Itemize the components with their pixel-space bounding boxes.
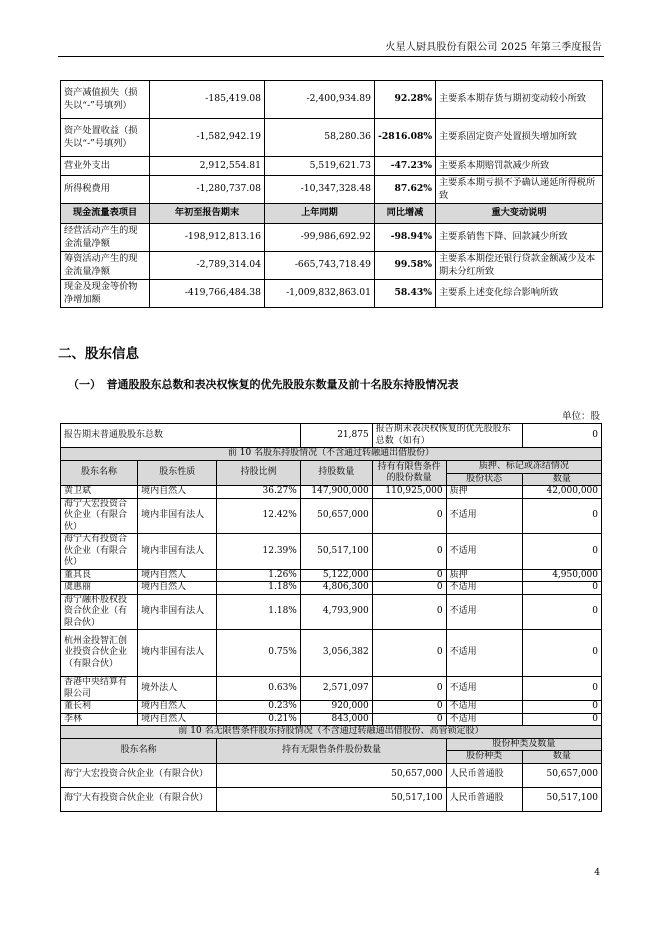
change-percent: -98.94%: [375, 224, 436, 252]
shareholder-nature: 境内非国有法人: [138, 630, 217, 677]
shareholder-row: [61, 486, 602, 499]
holding-ratio: 12.42%: [217, 498, 300, 534]
change-reason: 主要系本期赔罚款减少所致: [436, 157, 603, 176]
shares-held: 920,000: [300, 701, 372, 714]
shareholder-nature: 境外法人: [138, 677, 217, 701]
shares-held: 5,122,000: [300, 569, 372, 582]
change-reason: 主要系本期亏损不予确认递延所得税所致: [436, 176, 603, 204]
previous-value: -2,400,934.89: [265, 81, 375, 119]
pledge-status: 质押: [446, 569, 522, 582]
pledge-status: 不适用: [446, 677, 522, 701]
profit-item-row: [61, 119, 603, 157]
restricted-shares: 0: [372, 701, 446, 714]
change-percent: 92.28%: [375, 81, 436, 119]
pledge-quantity: 4,950,000: [522, 569, 601, 582]
shareholder-name: 杭州金投智汇创业投资合伙企业（有限合伙）: [61, 630, 138, 677]
unrestricted-row: [61, 763, 602, 787]
unrestricted-quantity: 50,657,000: [217, 763, 446, 787]
unrestricted-header-row: [61, 738, 602, 751]
holding-ratio: 1.26%: [217, 569, 300, 582]
restricted-shares: 0: [372, 630, 446, 677]
shareholder-name: 海宁大有投资合伙企业（有限合伙）: [61, 787, 217, 811]
top10-header-row: [61, 461, 602, 474]
pledge-quantity: 0: [522, 701, 601, 714]
unrestricted-header-qty: 持有无限售条件股份数量: [217, 738, 446, 763]
shares-held: 147,900,000: [300, 486, 372, 499]
shares-held: 3,056,382: [300, 630, 372, 677]
shareholder-nature: 境内非国有法人: [138, 534, 217, 570]
shareholder-name: 虞惠丽: [61, 582, 138, 595]
financial-change-table: [60, 80, 603, 308]
item-name: 所得税费用: [61, 176, 150, 204]
cashflow-header-previous: 上年同期: [265, 204, 375, 224]
pledge-status: 不适用: [446, 713, 522, 726]
current-value: -419,766,484.38: [150, 280, 265, 308]
pledge-quantity: 42,000,000: [522, 486, 601, 499]
shares-held: 4,793,900: [300, 594, 372, 630]
restricted-shares: 0: [372, 534, 446, 570]
shareholder-name: 海宁大宏投资合伙企业（有限合伙）: [61, 763, 217, 787]
summary-label-preferred: 报告期末表决权恢复的优先股股东总数（如有）: [372, 424, 522, 448]
holding-ratio: 0.23%: [217, 701, 300, 714]
cashflow-header-current: 年初至报告期末: [150, 204, 265, 224]
pledge-status: 不适用: [446, 630, 522, 677]
unit-label: 单位：股: [561, 411, 600, 422]
shareholder-nature: 境内自然人: [138, 486, 217, 499]
pledge-quantity: 0: [522, 534, 601, 570]
summary-value-preferred: 0: [522, 424, 601, 448]
previous-value: -1,009,832,863.01: [265, 280, 375, 308]
unrestricted-header-count: 数量: [522, 751, 601, 764]
change-percent: -2816.08%: [375, 119, 436, 157]
item-name: 经营活动产生的现金流量净额: [61, 224, 150, 252]
change-reason: 主要系本期偿还银行贷款金额减少及本期未分红所致: [436, 252, 603, 280]
change-percent: 99.58%: [375, 252, 436, 280]
top10-title: 前 10 名股东持股情况（不含通过转融通出借股份）: [61, 448, 602, 461]
unrestricted-quantity: 50,517,100: [217, 787, 446, 811]
restricted-shares: 0: [372, 594, 446, 630]
shares-held: 843,000: [300, 713, 372, 726]
previous-value: -10,347,328.48: [265, 176, 375, 204]
share-type: 人民币普通股: [446, 763, 522, 787]
previous-value: 5,519,621.73: [265, 157, 375, 176]
item-name: 资产减值损失（损失以“-”号填列）: [61, 81, 150, 119]
top10-title-row: [61, 448, 602, 461]
cashflow-item-row: [61, 224, 603, 252]
shareholder-name: 董其良: [61, 569, 138, 582]
top10-header-status: 股份状态: [446, 473, 522, 486]
restricted-shares: 0: [372, 677, 446, 701]
shareholder-nature: 境内自然人: [138, 569, 217, 582]
item-name: 营业外支出: [61, 157, 150, 176]
item-name: 筹资活动产生的现金流量净额: [61, 252, 150, 280]
holding-ratio: 0.63%: [217, 677, 300, 701]
top10-header-name: 股东名称: [61, 461, 138, 486]
share-count: 50,657,000: [522, 763, 601, 787]
summary-label-common: 报告期末普通股股东总数: [61, 424, 301, 448]
pledge-quantity: 0: [522, 594, 601, 630]
top10-header-ratio: 持股比例: [217, 461, 300, 486]
section-title: 二、股东信息: [58, 346, 139, 362]
profit-item-row: [61, 176, 603, 204]
shareholder-name: 海宁大有投资合伙企业（有限合伙）: [61, 534, 138, 570]
shareholder-nature: 境内非国有法人: [138, 498, 217, 534]
current-value: -1,582,942.19: [150, 119, 265, 157]
top10-header-nature: 股东性质: [138, 461, 217, 486]
pledge-status: 质押: [446, 486, 522, 499]
profit-item-row: [61, 157, 603, 176]
unrestricted-header-type-group: 股份种类及数量: [446, 738, 601, 751]
holding-ratio: 1.18%: [217, 582, 300, 595]
shares-held: 50,657,000: [300, 498, 372, 534]
pledge-quantity: 0: [522, 677, 601, 701]
share-type: 人民币普通股: [446, 787, 522, 811]
previous-value: 58,280.36: [265, 119, 375, 157]
pledge-quantity: 0: [522, 498, 601, 534]
shares-held: 50,517,100: [300, 534, 372, 570]
cashflow-header-item: 现金流量表项目: [61, 204, 150, 224]
pledge-status: 不适用: [446, 701, 522, 714]
pledge-status: 不适用: [446, 582, 522, 595]
shareholder-row: [61, 498, 602, 534]
top10-header-shares: 持股数量: [300, 461, 372, 486]
holding-ratio: 1.18%: [217, 594, 300, 630]
holding-ratio: 0.21%: [217, 713, 300, 726]
restricted-shares: 110,925,000: [372, 486, 446, 499]
change-reason: 主要系固定资产处置损失增加所致: [436, 119, 603, 157]
unrestricted-title: 前 10 名无限售条件股东持股情况（不含通过转融通出借股份、高管锁定股）: [61, 726, 602, 739]
unrestricted-row: [61, 787, 602, 811]
shareholder-nature: 境内自然人: [138, 582, 217, 595]
current-value: 2,912,554.81: [150, 157, 265, 176]
restricted-shares: 0: [372, 582, 446, 595]
unrestricted-header-type: 股份种类: [446, 751, 522, 764]
unrestricted-title-row: [61, 726, 602, 739]
pledge-status: 不适用: [446, 594, 522, 630]
summary-value-common: 21,875: [300, 424, 372, 448]
holding-ratio: 0.75%: [217, 630, 300, 677]
holding-ratio: 12.39%: [217, 534, 300, 570]
shareholder-row: [61, 701, 602, 714]
previous-value: -99,986,692.92: [265, 224, 375, 252]
shareholder-nature: 境内非国有法人: [138, 594, 217, 630]
shareholder-nature: 境内自然人: [138, 701, 217, 714]
item-name: 资产处置收益（损失以“-”号填列）: [61, 119, 150, 157]
top10-header-pledge: 质押、标记或冻结情况: [446, 461, 601, 474]
current-value: -2,789,314.04: [150, 252, 265, 280]
pledge-status: 不适用: [446, 534, 522, 570]
sub-section-title: （一） 普通股股东总数和表决权恢复的优先股股东数量及前十名股东持股情况表: [68, 378, 459, 391]
shareholder-name: 董长利: [61, 701, 138, 714]
change-percent: 58.43%: [375, 280, 436, 308]
item-name: 现金及现金等价物净增加额: [61, 280, 150, 308]
shareholder-row: [61, 582, 602, 595]
shareholder-row: [61, 594, 602, 630]
top10-header-qty: 数量: [522, 473, 601, 486]
share-count: 50,517,100: [522, 787, 601, 811]
change-percent: -47.23%: [375, 157, 436, 176]
shareholder-row: [61, 569, 602, 582]
pledge-quantity: 0: [522, 713, 601, 726]
cashflow-header-row: [61, 204, 603, 224]
top10-header-restricted: 持有有限售条件的股份数量: [372, 461, 446, 486]
holding-ratio: 36.27%: [217, 486, 300, 499]
report-header-title: 火星人厨具股份有限公司 2025 年第三季度报告: [385, 42, 602, 53]
previous-value: -665,743,718.49: [265, 252, 375, 280]
change-reason: 主要系销售下降、回款减少所致: [436, 224, 603, 252]
change-percent: 87.62%: [375, 176, 436, 204]
pledge-quantity: 0: [522, 582, 601, 595]
unrestricted-header-name: 股东名称: [61, 738, 217, 763]
shareholder-table: [60, 423, 602, 812]
summary-row: [61, 424, 602, 448]
restricted-shares: 0: [372, 713, 446, 726]
shareholder-row: [61, 677, 602, 701]
cashflow-header-reason: 重大变动说明: [436, 204, 603, 224]
header-divider: [58, 56, 604, 57]
shareholder-name: 海宁融朴股权投资合伙企业（有限合伙）: [61, 594, 138, 630]
page-number: 4: [594, 868, 600, 878]
pledge-status: 不适用: [446, 498, 522, 534]
shareholder-name: 李林: [61, 713, 138, 726]
change-reason: 主要系上述变化综合影响所致: [436, 280, 603, 308]
shares-held: 2,571,097: [300, 677, 372, 701]
cashflow-item-row: [61, 280, 603, 308]
current-value: -185,419.08: [150, 81, 265, 119]
pledge-quantity: 0: [522, 630, 601, 677]
cashflow-item-row: [61, 252, 603, 280]
cashflow-header-change: 同比增减: [375, 204, 436, 224]
shareholder-row: [61, 713, 602, 726]
shares-held: 4,806,300: [300, 582, 372, 595]
current-value: -198,912,813.16: [150, 224, 265, 252]
shareholder-nature: 境内自然人: [138, 713, 217, 726]
shareholder-row: [61, 534, 602, 570]
shareholder-row: [61, 630, 602, 677]
current-value: -1,280,737.08: [150, 176, 265, 204]
restricted-shares: 0: [372, 569, 446, 582]
profit-item-row: [61, 81, 603, 119]
shareholder-name: 香港中央结算有限公司: [61, 677, 138, 701]
shareholder-name: 海宁大宏投资合伙企业（有限合伙）: [61, 498, 138, 534]
change-reason: 主要系本期存货与期初变动较小所致: [436, 81, 603, 119]
shareholder-name: 黄卫斌: [61, 486, 138, 499]
restricted-shares: 0: [372, 498, 446, 534]
